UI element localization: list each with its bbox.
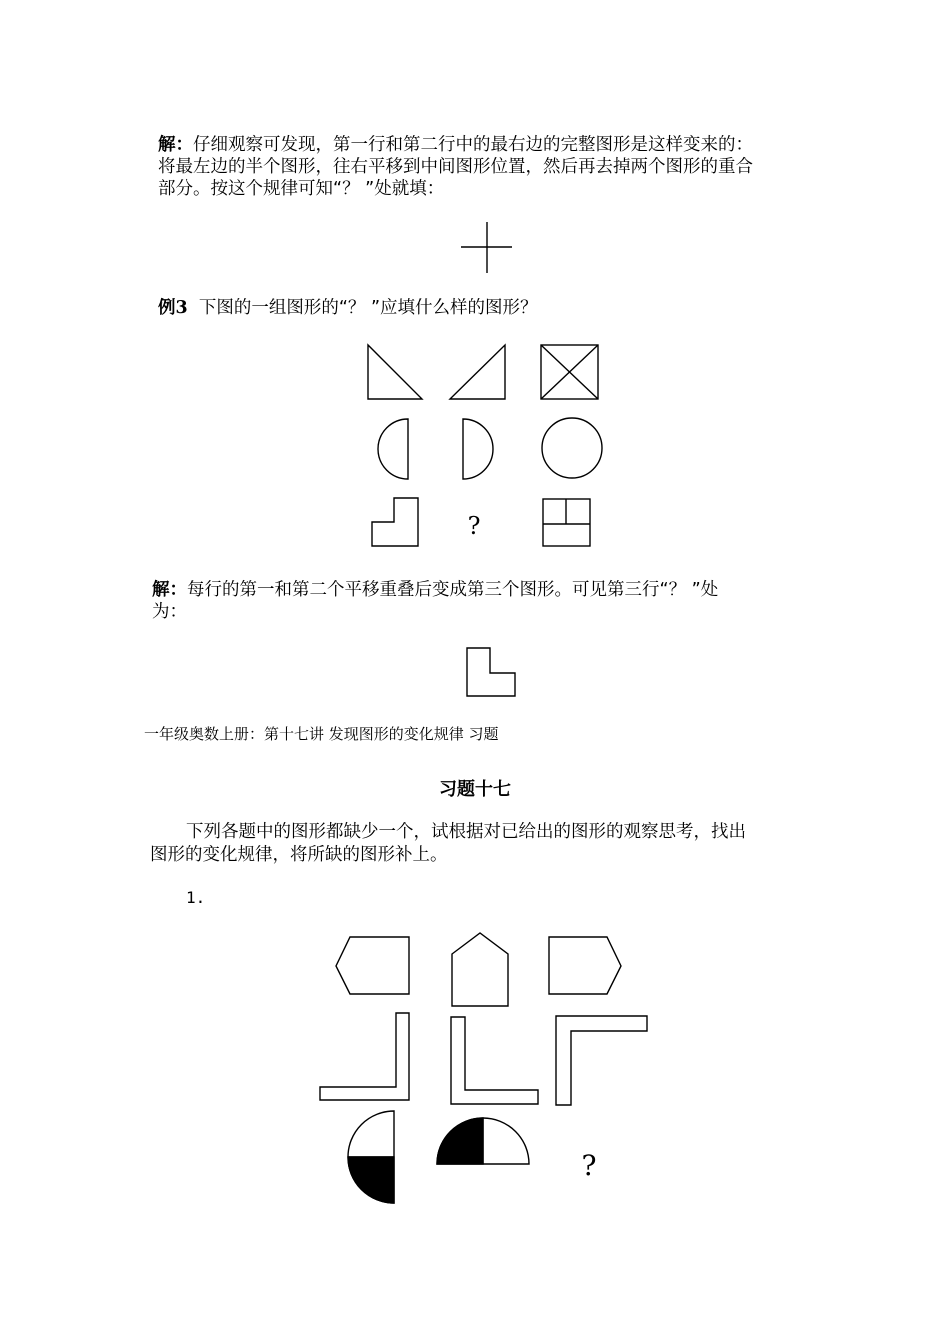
solution-1-line-1: 解：仔细观察可发现，第一行和第二行中的最右边的完整图形是这样变来的： [158, 135, 753, 155]
l-bar-right-figure [451, 1017, 538, 1104]
answer-cross-figure [461, 222, 512, 273]
exercise-intro-line-2: 图形的变化规律，将所缺的图形补上。 [150, 845, 448, 865]
half-circle-quadrant-left-figure [348, 1111, 394, 1203]
solution-label: 解 [158, 135, 176, 155]
example-label: 例3 [158, 298, 188, 318]
exercise-question-mark: ? [581, 1149, 597, 1182]
example-question: 下图的一组图形的“？ ”应填什么样的图形？ [198, 298, 538, 318]
exercise-item-number: 1. [186, 888, 206, 907]
square-with-x-figure [541, 345, 598, 399]
solution-label: 解 [152, 580, 170, 600]
right-triangle-left-figure [368, 345, 422, 399]
pentagon-figure [452, 933, 508, 1006]
solution-1-line-3: 部分。按这个规律可知“？ ”处就填： [158, 179, 445, 199]
solution-2-line-2: 为： [152, 602, 187, 622]
full-circle-figure [542, 418, 602, 478]
right-half-circle-figure [463, 419, 493, 479]
solution-1-line-2: 将最左边的半个图形，往右平移到中间图形位置，然后再去掉两个图形的重合 [158, 157, 753, 177]
left-arrow-hexagon-figure [336, 937, 409, 994]
l-bar-corner-figure [556, 1016, 647, 1105]
right-triangle-right-figure [450, 345, 505, 399]
section-caption: 一年级奥数上册：第十七讲 发现图形的变化规律 习题 [144, 725, 499, 743]
exercise-intro-line-1: 下列各题中的图形都缺少一个，试根据对已给出的图形的观察思考，找出 [186, 822, 746, 842]
divided-square-figure [543, 499, 590, 546]
right-arrow-hexagon-figure [549, 937, 621, 994]
solution-2-line-1: 解：每行的第一和第二个平移重叠后变成第三个图形。可见第三行“？ ”处 [152, 580, 719, 600]
answer-l-shape-figure [467, 648, 515, 696]
l-shape-figure [372, 498, 418, 546]
half-circle-quadrant-top-figure [437, 1118, 529, 1164]
question-mark: ? [467, 512, 481, 540]
left-half-circle-figure [378, 419, 408, 479]
l-bar-left-figure [320, 1013, 409, 1100]
exercise-title: 习题十七 [439, 779, 511, 800]
